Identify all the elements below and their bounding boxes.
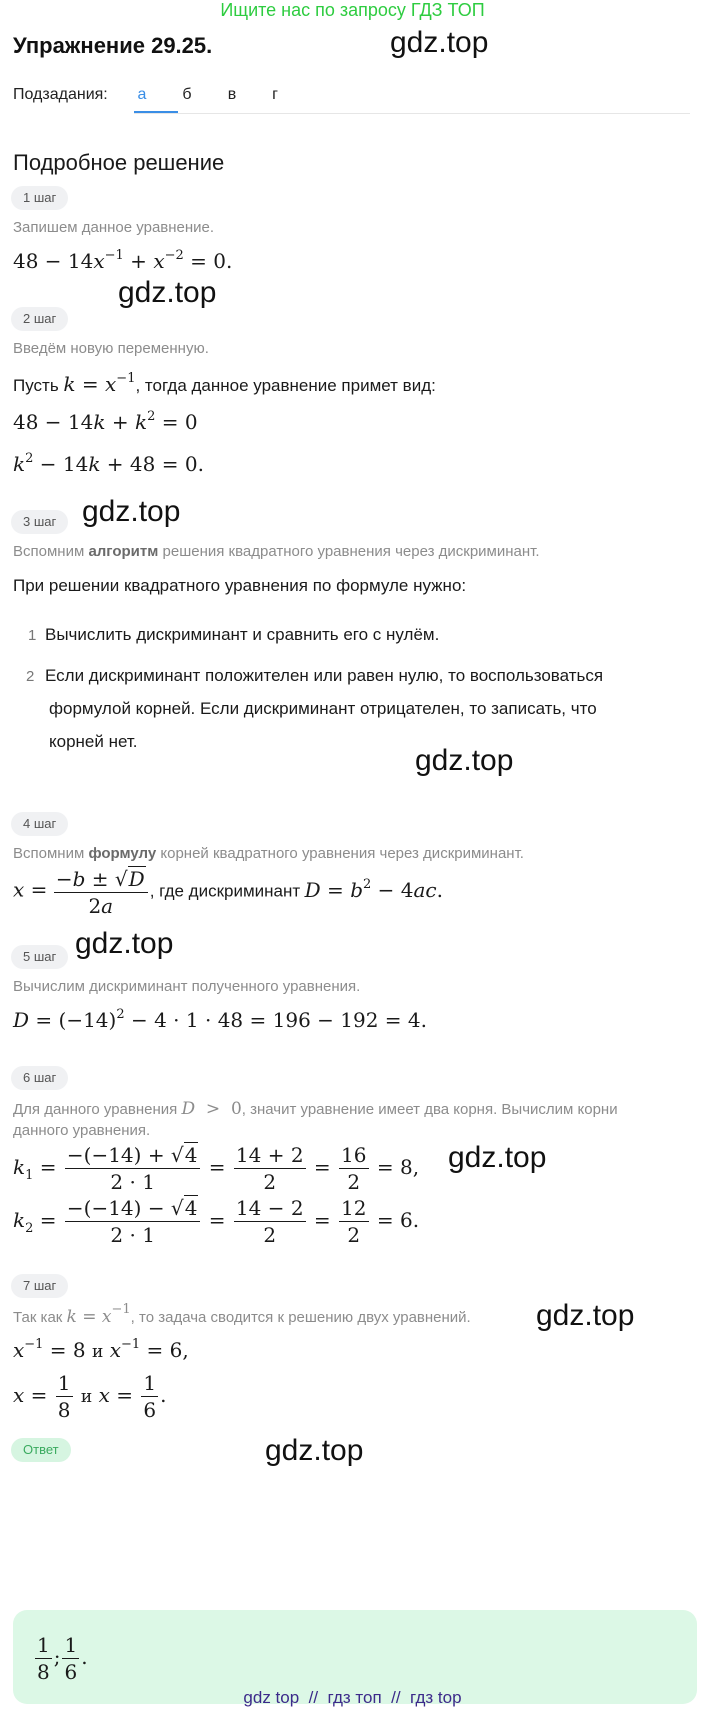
- watermark: gdz.top: [448, 1141, 547, 1174]
- step-text: Пусть $k = x^{-1}$, тогда данное уравнение примет вид:: [13, 371, 436, 396]
- watermark: gdz.top: [536, 1299, 635, 1332]
- step-note: Введём новую переменную.: [13, 340, 209, 357]
- list-item: корней нет.: [49, 732, 138, 751]
- watermark: gdz.top: [390, 26, 489, 59]
- tab-g[interactable]: г: [272, 86, 278, 103]
- list-number: 1: [28, 627, 37, 644]
- footer-separator: //: [308, 1688, 319, 1707]
- step-note: Так как $k = x^{-1}$, то задача сводится к решению двух уравнений.: [13, 1302, 471, 1327]
- equation: $48 - 14k + k^2 = 0$: [13, 409, 198, 434]
- step-badge: 6 шаг: [11, 1066, 68, 1090]
- footer-link[interactable]: гдз топ: [327, 1688, 382, 1707]
- section-title: Подробное решение: [13, 150, 225, 175]
- page-title: Упражнение 29.25.: [13, 33, 213, 58]
- step-badge: 5 шаг: [11, 945, 68, 969]
- step-note: Запишем данное уравнение.: [13, 219, 215, 236]
- footer-link[interactable]: gdz top: [243, 1688, 300, 1707]
- footer-link[interactable]: гдз top: [410, 1688, 462, 1707]
- watermark: gdz.top: [415, 744, 514, 777]
- watermark: gdz.top: [118, 276, 217, 309]
- tabs-divider: [134, 113, 690, 114]
- step-badge: 3 шаг: [11, 510, 68, 534]
- equation: $48 - 14x^{-1} + x^{-2} = 0$.: [13, 248, 233, 273]
- equation: $x^{-1} = 8$ и $x^{-1} = 6$,: [13, 1337, 189, 1362]
- watermark: gdz.top: [75, 927, 174, 960]
- tab-v[interactable]: в: [227, 86, 237, 103]
- step-badge: 4 шаг: [11, 812, 68, 836]
- footer-links: [0, 1688, 705, 1708]
- equation: x = $\frac{1}{8}$ и x = $\frac{1}{6}$ .: [13, 1371, 167, 1422]
- equation-k1: $k_1$ = $\frac{-(-14) + √4}{2 \cdot 1}$ = $\frac{14 + 2}{2}$ = $\frac{16}{2}$ = 8,: [13, 1143, 420, 1194]
- list-item: формулой корней. Если дискриминант отрицателен, то записать, что: [49, 699, 597, 718]
- step-badge: 2 шаг: [11, 307, 68, 331]
- tab-b[interactable]: б: [182, 86, 192, 103]
- formula-roots: x = $\frac{-b \pm √D}{2a}$ , где дискриминант $D = b^2 - 4ac$.: [13, 867, 443, 918]
- step-note: Для данного уравнения D > 0, значит уравнение имеет два корня. Вычислим корни: [13, 1099, 618, 1119]
- watermark: gdz.top: [82, 495, 181, 528]
- step-badge: 1 шаг: [11, 186, 68, 210]
- footer-separator: //: [391, 1688, 401, 1707]
- equation: $D = (-14)^2 - 4 \cdot 1 \cdot 48 = 196 - 192 = 4$.: [13, 1007, 427, 1032]
- active-tab-indicator: [134, 111, 178, 113]
- step-note: Вспомним формулу корней квадратного уравнения через дискриминант.: [13, 845, 524, 862]
- subtasks-label: Подзадания:: [13, 86, 108, 103]
- answer-badge: Ответ: [11, 1438, 71, 1462]
- search-banner: Ищите нас по запросу ГДЗ ТОП: [220, 0, 485, 20]
- step-note: Вычислим дискриминант полученного уравнения.: [13, 978, 361, 995]
- step-badge: 7 шаг: [11, 1274, 68, 1298]
- step-text: При решении квадратного уравнения по формуле нужно:: [13, 576, 467, 595]
- list-item: Если дискриминант положителен или равен нулю, то воспользоваться: [45, 666, 604, 685]
- list-item: Вычислить дискриминант и сравнить его с нулём.: [45, 625, 440, 644]
- step-note: данного уравнения.: [13, 1122, 151, 1139]
- answer-value: $\frac{1}{8}$ ; $\frac{1}{6}$ .: [37, 1633, 88, 1684]
- equation: $k^2 - 14k + 48 = 0$.: [13, 451, 204, 476]
- tab-a[interactable]: а: [137, 86, 147, 103]
- equation-k2: $k_2$ = $\frac{-(-14) - √4}{2 \cdot 1}$ = $\frac{14 - 2}{2}$ = $\frac{12}{2}$ = 6.: [13, 1196, 420, 1247]
- list-number: 2: [26, 668, 35, 685]
- step-note: Вспомним алгоритм решения квадратного уравнения через дискриминант.: [13, 543, 540, 560]
- watermark: gdz.top: [265, 1434, 364, 1467]
